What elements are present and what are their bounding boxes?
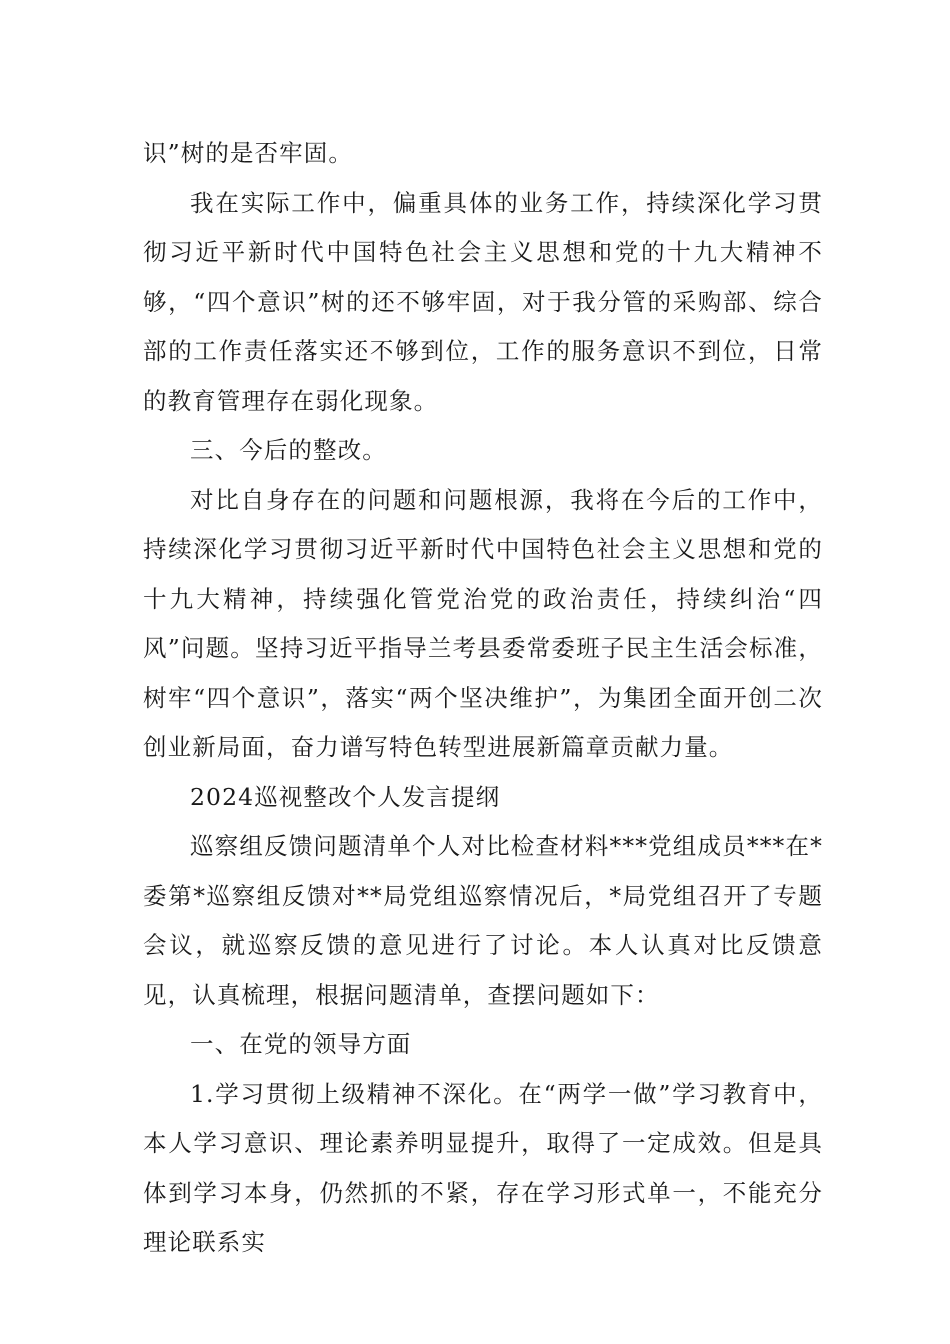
section-heading-rectification: 三、今后的整改。 xyxy=(190,436,387,464)
paragraph-inspection-intro: 巡察组反馈问题清单个人对比检查材料***党组成员***在*委第*巡察组反馈对**局党组巡察情况后，*局党组召开了专题会议，就巡察反馈的意见进行了讨论。本人认真对比反馈意见，认真梳理，根据问题清单，查摆问题如下： xyxy=(143,832,823,1009)
paragraph-continuation: 识”树的是否牢固。 xyxy=(143,139,353,167)
paragraph-item-1: 1.学习贯彻上级精神不深化。在“两学一做”学习教育中，本人学习意识、理论素养明显提升，取得了一定成效。但是具体到学习本身，仍然抓的不紧，存在学习形式单一，不能充分理论联系实 xyxy=(143,1079,823,1256)
section-heading-party-leadership: 一、在党的领导方面 xyxy=(190,1030,412,1058)
paragraph-self-reflection: 我在实际工作中，偏重具体的业务工作，持续深化学习贯彻习近平新时代中国特色社会主义思想和党的十九大精神不够，“四个意识”树的还不够牢固，对于我分管的采购部、综合部的工作责任落实还不够到位，工作的服务意识不到位，日常的教育管理存在弱化现象。 xyxy=(143,188,823,415)
document-body xyxy=(143,129,823,1268)
paragraph-rectification-plan: 对比自身存在的问题和问题根源，我将在今后的工作中，持续深化学习贯彻习近平新时代中国特色社会主义思想和党的十九大精神，持续强化管党治党的政治责任，持续纠治“四风”问题。坚持习近平指导兰考县委常委班子民主生活会标准，树牢“四个意识”，落实“两个坚决维护”，为集团全面开创二次创业新局面，奋力谱写特色转型进展新篇章贡献力量。 xyxy=(143,485,823,761)
document-subtitle: 2024巡视整改个人发言提纲 xyxy=(190,782,501,811)
